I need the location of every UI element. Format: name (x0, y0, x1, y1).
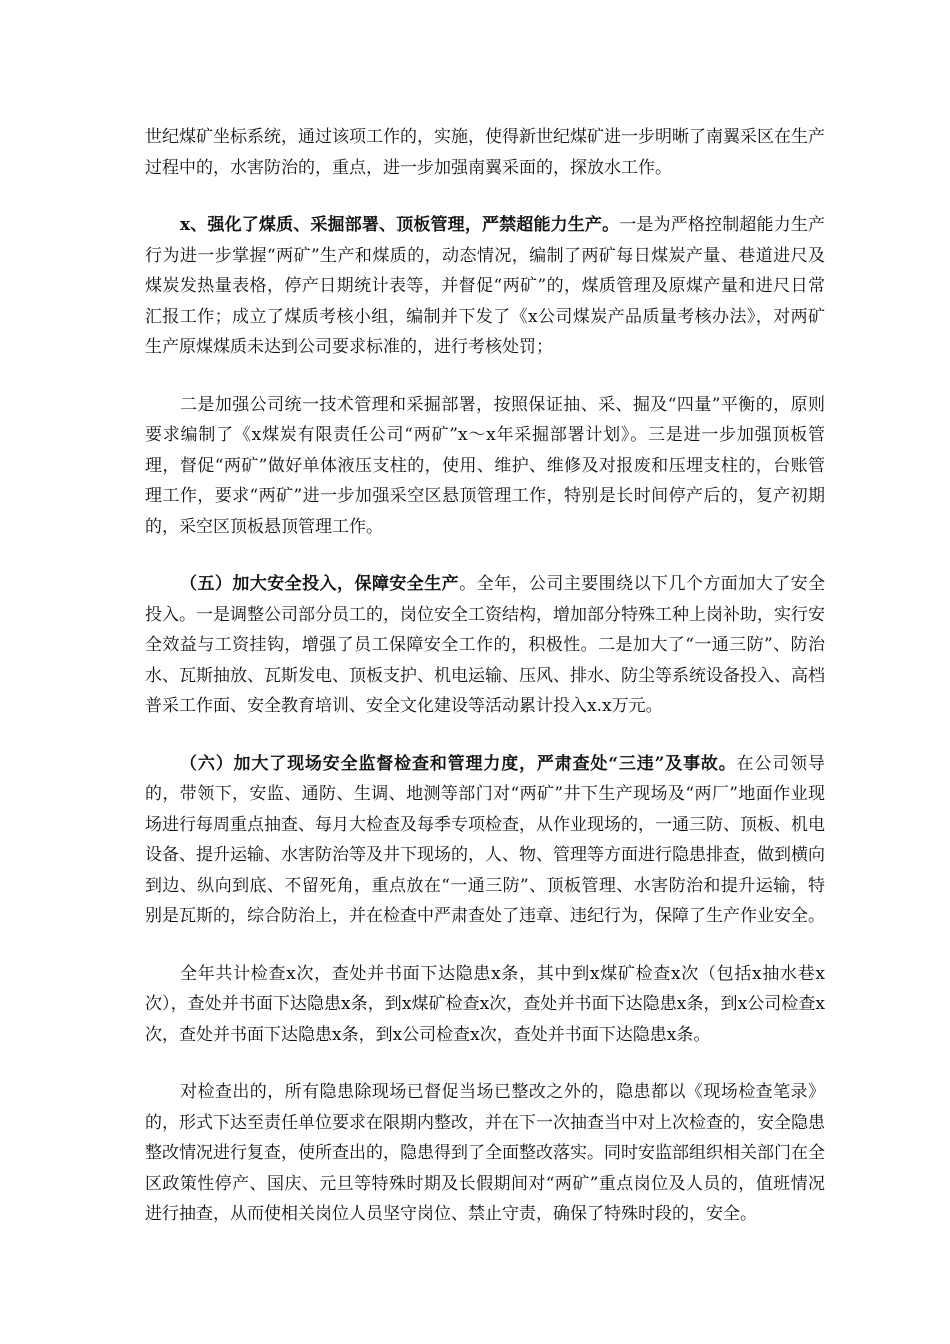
paragraph-text: 世纪煤矿坐标系统，通过该项工作的，实施，使得新世纪煤矿进一步明晰了南翼采区在生产过程中的，水害防治的，重点，进一步加强南翼采面的，探放水工作。 (145, 127, 825, 178)
paragraph-heading: （六）加大了现场安全监督检查和管理力度，严肃查处“三违”及事故。 (180, 753, 737, 774)
paragraph-inspection-stats (145, 959, 825, 1051)
paragraph-technical-management (145, 390, 825, 543)
document-body (145, 122, 825, 1257)
paragraph-text: 一是为严格控制超能力生产行为进一步掌握“两矿”生产和煤质的，动态情况，编制了两矿每日煤炭产量、巷道进尺及煤炭发热量表格，停产日期统计表等，并督促“两矿”的，煤质管理及原煤产量和进尺日常汇报工作；成立了煤质考核小组，编制并下发了《x公司煤炭产品质量考核办法》，对两矿生产原煤煤质未达到公司要求标准的，进行考核处罚； (145, 215, 826, 357)
paragraph-coal-quality (145, 210, 825, 363)
paragraph-text: 对检查出的，所有隐患除现场已督促当场已整改之外的，隐患都以《现场检查笔录》的，形式下达至责任单位要求在限期内整改，并在下一次抽查当中对上次检查的，安全隐患整改情况进行复查，使所查出的，隐患得到了全面整改落实。同时安监部组织相关部门在全区政策性停产、国庆、元旦等特殊时期及长假期间对“两矿”重点岗位及人员的，值班情况进行抽查，从而使相关岗位人员坚守岗位、禁止守责，确保了特殊时段的，安全。 (145, 1082, 825, 1224)
paragraph-text: 。全年，公司主要围绕以下几个方面加大了安全投入。一是调整公司部分员工的，岗位安全工资结构，增加部分特殊工种上岗补助，实行安全效益与工资挂钩，增强了员工保障安全工作的，积极性。二是加大了“一通三防”、防治水、瓦斯抽放、瓦斯发电、顶板支护、机电运输、压风、排水、防尘等系统设备投入、高档普采工作面、安全教育培训、安全文化建设等活动累计投入x.x万元。 (145, 574, 826, 716)
paragraph-continuation (145, 122, 825, 183)
paragraph-text: 全年共计检查x次，查处并书面下达隐患x条，其中到x煤矿检查x次（包括x抽水巷x次），查处并书面下达隐患x条，到x煤矿检查x次，查处并书面下达隐患x条，到x公司检查x次，查处并书面下达隐患x条，到x公司检查x次，查处并书面下达隐患x条。 (145, 963, 825, 1045)
paragraph-heading: （五）加大安全投入，保障安全生产 (180, 574, 460, 594)
paragraph-text: 在公司领导的，带领下，安监、通防、生调、地测等部门对“两矿”井下生产现场及“两厂”地面作业现场进行每周重点抽查、每月大检查及每季专项检查，从作业现场的，一通三防、顶板、机电设备、提升运输、水害防治等及井下现场的，人、物、管理等方面进行隐患排查，做到横向到边、纵向到底、不留死角，重点放在“一通三防”、顶板管理、水害防治和提升运输，特别是瓦斯的，综合防治上，并在检查中严肃查处了违章、违纪行为，保障了生产作业安全。 (145, 753, 826, 926)
paragraph-heading: x、强化了煤质、采掘部署、顶板管理，严禁超能力生产。 (180, 215, 620, 235)
paragraph-site-supervision (145, 749, 825, 932)
paragraph-safety-investment (145, 569, 825, 722)
paragraph-text: 二是加强公司统一技术管理和采掘部署，按照保证抽、采、掘及“四量”平衡的，原则要求编制了《x煤炭有限责任公司“两矿”x～x年采掘部署计划》。三是进一步加强顶板管理，督促“两矿”做好单体液压支柱的，使用、维护、维修及对报废和压埋支柱的，台账管理工作，要求“两矿”进一步加强采空区悬顶管理工作，特别是长时间停产后的，复产初期的，采空区顶板悬顶管理工作。 (145, 394, 825, 537)
paragraph-hazard-rectification (145, 1077, 825, 1230)
